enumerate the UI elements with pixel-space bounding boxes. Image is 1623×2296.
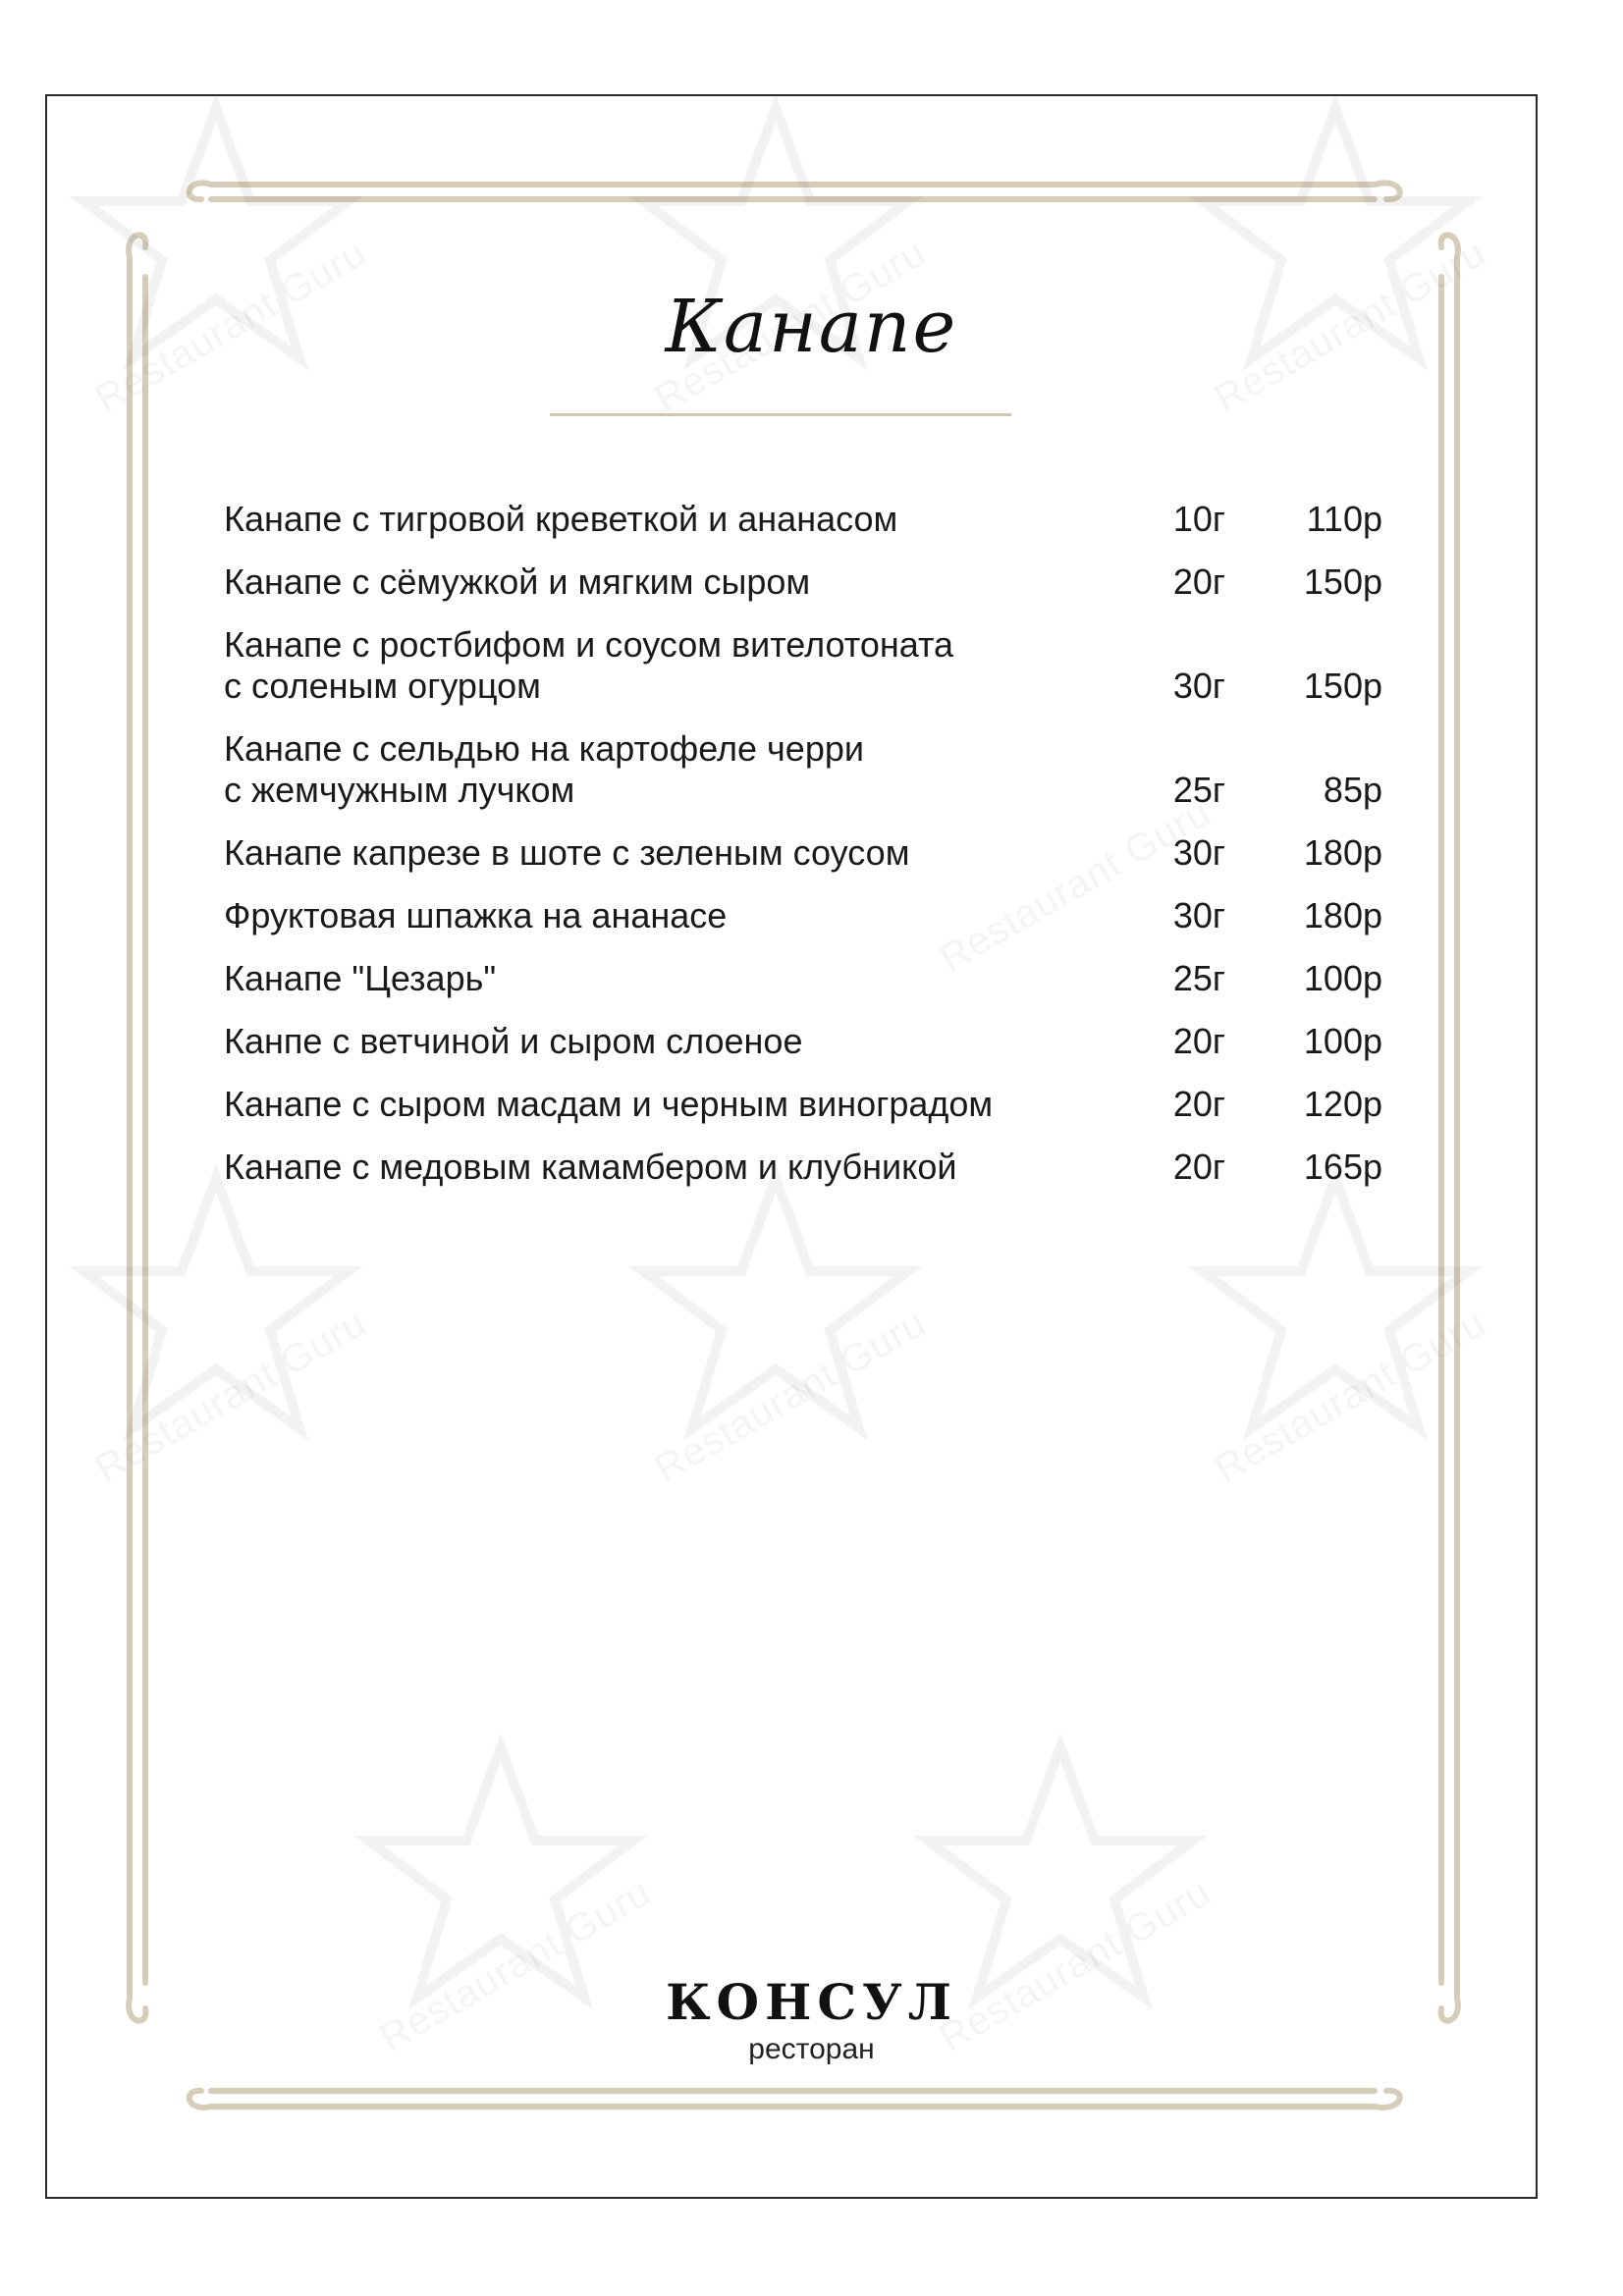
- menu-item-weight: 30г: [1172, 832, 1225, 873]
- title-divider: [550, 413, 1011, 416]
- menu-item-weight: 25г: [1172, 958, 1225, 998]
- menu-item: [224, 1084, 1382, 1125]
- menu-item-name: Канапе с тигровой креветкой и ананасом: [224, 499, 898, 539]
- logo-subtitle: ресторан: [748, 2033, 875, 2065]
- menu-item-weight: 25г: [1172, 770, 1225, 810]
- menu-item-price: 110р: [1306, 499, 1382, 539]
- menu-item: [224, 1147, 1382, 1188]
- page-title: Канапе: [665, 285, 958, 369]
- menu-item-name: Канапе "Цезарь": [224, 958, 497, 998]
- menu-item-price: 150р: [1303, 666, 1382, 706]
- menu-item-price: 85р: [1323, 770, 1382, 810]
- menu-item: [224, 561, 1382, 603]
- menu-item-price: 180р: [1303, 832, 1382, 873]
- menu-item-name: Канпе с ветчиной и сыром слоеное: [224, 1021, 803, 1061]
- menu-item-weight: 30г: [1172, 666, 1225, 706]
- menu-list: [224, 499, 1382, 1188]
- menu-item-price: 120р: [1303, 1084, 1382, 1124]
- menu-item-name: Фруктовая шпажка на ананасе: [224, 895, 728, 935]
- menu-item-name: Канапе с ростбифом и соусом вителотоната с соленым огурцом: [224, 624, 954, 706]
- menu-item-price: 165р: [1303, 1147, 1382, 1187]
- menu-item-price: 150р: [1303, 561, 1382, 602]
- menu-item-weight: 20г: [1172, 1147, 1225, 1187]
- menu-item-weight: 20г: [1172, 1084, 1225, 1124]
- menu-item: [224, 832, 1382, 874]
- restaurant-logo: [0, 1973, 1623, 2066]
- menu-item: [224, 728, 1382, 811]
- menu-item: [224, 895, 1382, 936]
- menu-item: [224, 624, 1382, 707]
- menu-item-weight: 20г: [1172, 1021, 1225, 1061]
- menu-item-name: Канапе с сыром масдам и черным виноградом: [224, 1084, 994, 1124]
- menu-item: [224, 958, 1382, 999]
- menu-item-price: 100р: [1303, 958, 1382, 998]
- menu-item-name: Канапе с сёмужкой и мягким сыром: [224, 561, 811, 602]
- menu-item-weight: 20г: [1172, 561, 1225, 602]
- menu-item-name: Канапе капрезе в шоте с зеленым соусом: [224, 832, 910, 873]
- menu-item-name: Канапе с медовым камамбером и клубникой: [224, 1147, 957, 1187]
- menu-item-name: Канапе с сельдью на картофеле черри с жемчужным лучком: [224, 728, 864, 810]
- menu-item-price: 180р: [1303, 895, 1382, 935]
- menu-item-weight: 30г: [1172, 895, 1225, 935]
- menu-item: [224, 1021, 1382, 1062]
- menu-item-weight: 10г: [1172, 499, 1225, 539]
- menu-item: [224, 499, 1382, 540]
- menu-item-price: 100р: [1303, 1021, 1382, 1061]
- logo-name: КОНСУЛ: [666, 1973, 957, 2031]
